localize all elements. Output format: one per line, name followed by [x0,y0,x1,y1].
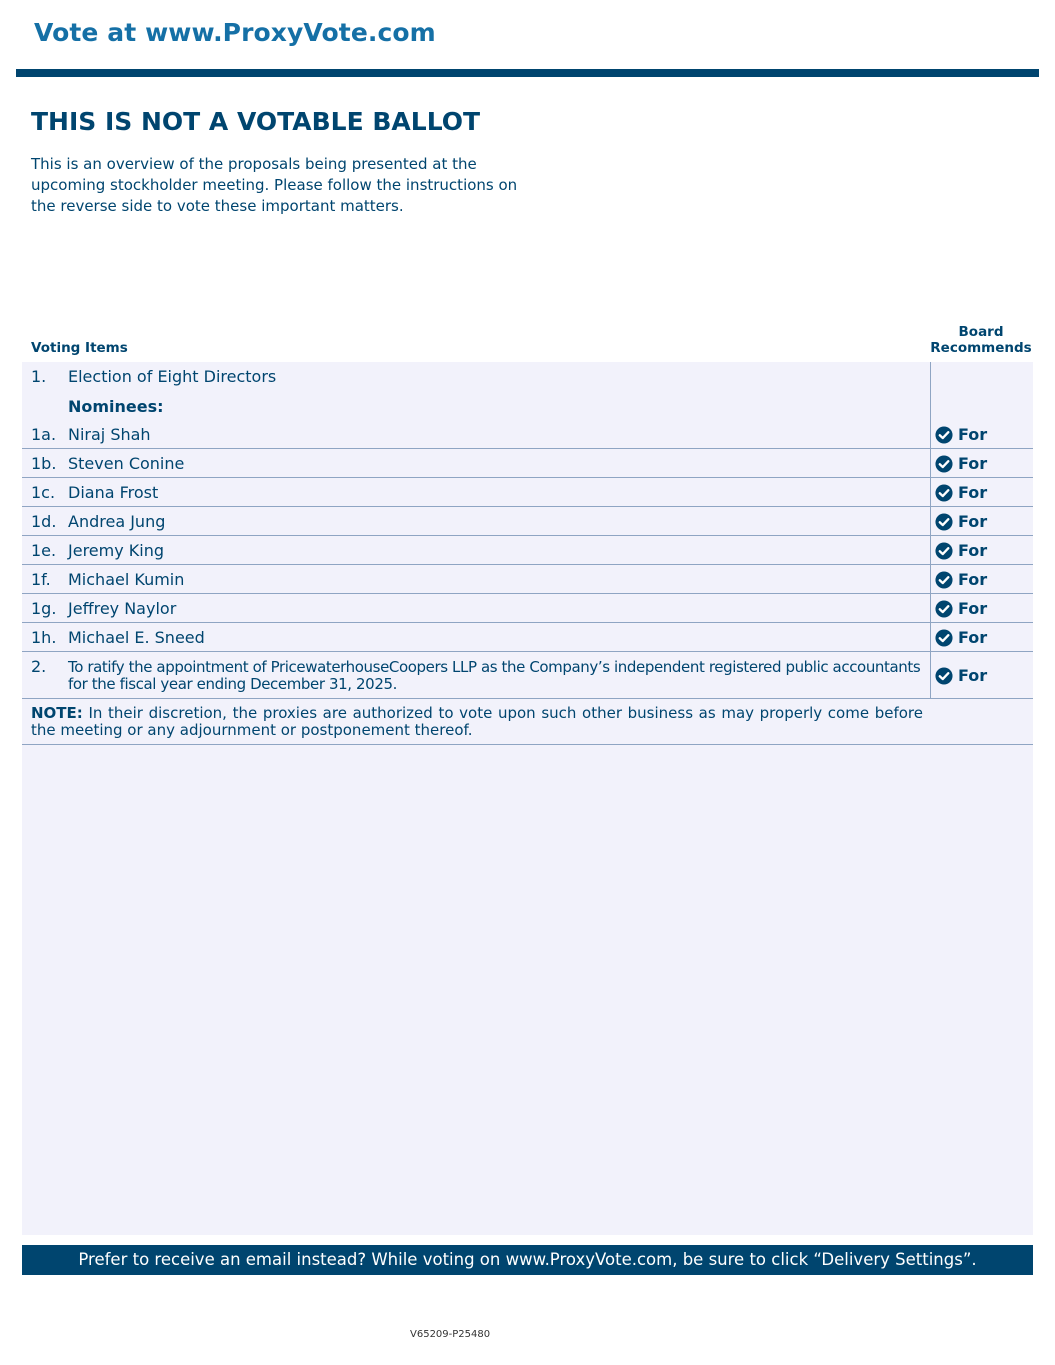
proxyvote-link[interactable]: Vote at www.ProxyVote.com [34,18,436,47]
note-text: In their discretion, the proxies are authorized to vote upon such other business as may properly come before the meeting or any adjournment or postponement thereof. [31,704,923,739]
nominee-name: Jeremy King [68,541,165,560]
nominee-name: Andrea Jung [68,512,166,531]
recommendation-label: For [958,425,988,444]
row-divider [22,698,1033,699]
item-2-label: To ratify the appointment of PricewaterhouseCoopers LLP as the Company’s independent registered public accountants for the fiscal year ending December 31, 2025. [68,658,921,693]
recommendation [935,512,987,531]
recommendation-label: For [958,512,988,531]
board-recommends-line1: Board [958,324,1004,340]
check-circle-icon [935,513,953,531]
recommendation-label: For [958,483,988,502]
recommendation [935,483,987,502]
check-circle-icon [935,667,953,685]
check-circle-icon [935,484,953,502]
voting-items-panel [22,362,1033,1235]
check-circle-icon [935,629,953,647]
nominee-name: Steven Conine [68,454,185,473]
row-divider [22,506,1033,507]
item-number: 1. [31,367,47,386]
nominees-heading: Nominees: [68,397,164,416]
nominee-name: Jeffrey Naylor [68,599,177,618]
recommendation [935,541,987,560]
recommendation-label: For [958,570,988,589]
board-recommends-line2: Recommends [930,340,1032,356]
row-divider [22,448,1033,449]
row-divider [22,564,1033,565]
check-circle-icon [935,455,953,473]
check-circle-icon [935,542,953,560]
nominee-number: 1b. [31,454,57,473]
nominee-number: 1f. [31,570,51,589]
recommendation [935,666,987,685]
nominee-number: 1c. [31,483,56,502]
item-label: Election of Eight Directors [68,367,277,386]
row-divider [22,744,1033,745]
recommendation [935,628,987,647]
nominee-number: 1g. [31,599,57,618]
nominee-number: 1h. [31,628,57,647]
board-recommends-header [929,324,1033,356]
recommendation [935,570,987,589]
recommendation-label: For [958,628,988,647]
note-label: NOTE: [31,704,83,722]
recommendation [935,454,987,473]
nominee-name: Niraj Shah [68,425,151,444]
nominee-name: Michael E. Sneed [68,628,205,647]
row-divider [22,477,1033,478]
row-divider [22,651,1033,652]
recommendation-label: For [958,454,988,473]
check-circle-icon [935,600,953,618]
nominee-name: Michael Kumin [68,570,185,589]
recommendation-column-divider [930,362,931,698]
email-delivery-banner: Prefer to receive an email instead? While voting on www.ProxyVote.com, be sure to click “Delivery Settings”. [22,1245,1033,1275]
note-paragraph [31,705,923,739]
recommendation [935,599,987,618]
row-divider [22,593,1033,594]
recommendation-label: For [958,599,988,618]
nominee-number: 1e. [31,541,57,560]
check-circle-icon [935,571,953,589]
document-code: V65209-P25480 [410,1329,491,1340]
recommendation [935,425,987,444]
nominee-number: 1a. [31,425,57,444]
check-circle-icon [935,426,953,444]
page-title: THIS IS NOT A VOTABLE BALLOT [31,107,481,136]
recommendation-label: For [958,666,988,685]
nominee-number: 1d. [31,512,57,531]
intro-paragraph: This is an overview of the proposals being presented at the upcoming stockholder meeting. Please follow the instructions on the reverse side to vote these important matters. [31,155,518,215]
item-number: 2. [31,657,47,676]
voting-items-header: Voting Items [31,340,128,356]
recommendation-label: For [958,541,988,560]
header-divider [16,69,1039,77]
nominee-name: Diana Frost [68,483,159,502]
row-divider [22,622,1033,623]
row-divider [22,535,1033,536]
